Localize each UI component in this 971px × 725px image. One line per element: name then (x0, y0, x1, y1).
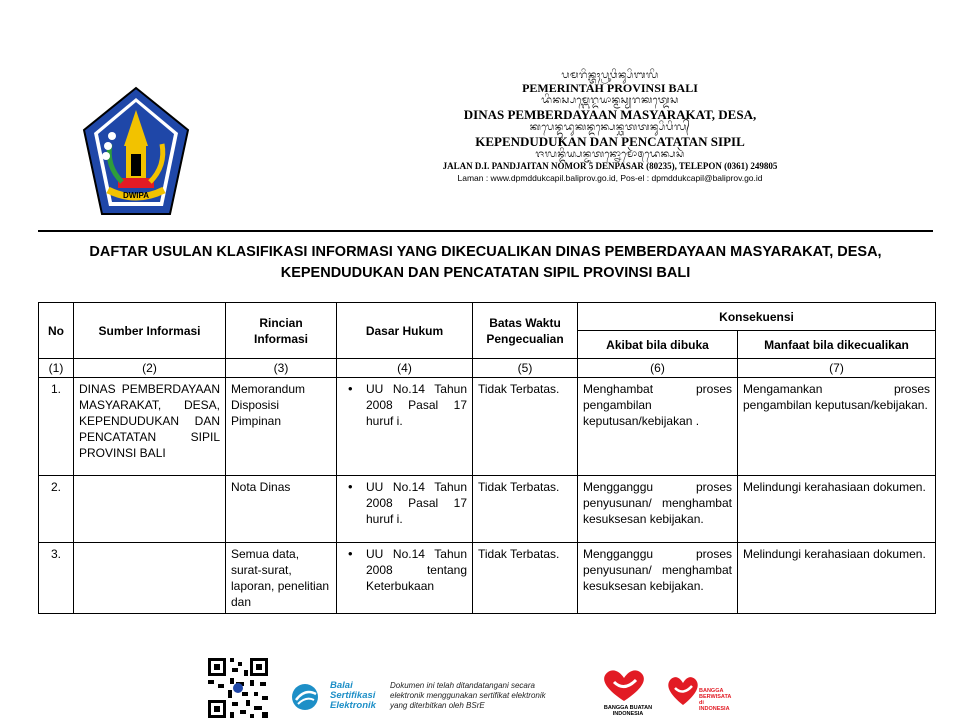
bbwi-label-line: BERWISATA (699, 694, 732, 700)
index-row (39, 359, 936, 378)
title-line-1: DAFTAR USULAN KLASIFIKASI INFORMASI YANG DIKECUALIKAN DINAS PEMBERDAYAAN MASYARAKAT, DESA, (89, 244, 882, 260)
classification-table (38, 302, 936, 614)
row-manfaat: Mengamankan proses pengambilan keputusan/kebijakan. (738, 378, 936, 476)
index-cell: (6) (578, 359, 738, 378)
header-sumber: Sumber Informasi (74, 303, 226, 359)
address: JALAN D.I. PANDJAITAN NOMOR 5 DENPASAR (80235), TELEPON (0361) 249805 (442, 161, 778, 171)
balinese-line-2: ᬤᬶᬦᬲ᭄ᬧᬫ᭄ᬩᬾᬭ᭄ᬤᬬᬵᬦ᭄ᬫᬲ᭄ᬬᬭᬓᬢ᭄ᬤᬾᬲ (541, 95, 679, 106)
index-cell: (7) (738, 359, 936, 378)
header-rincian: Rincian Informasi (226, 303, 337, 359)
bbwi-label-line: di INDONESIA (699, 700, 730, 712)
row-batas: Tidak Terbatas. (473, 543, 578, 614)
row-sumber: DINAS PEMBERDAYAAN MASYARAKAT, DESA, KEPENDUDUKAN DAN PENCATATAN SIPIL PROVINSI BALI (74, 378, 226, 476)
row-rincian: Memorandum Disposisi Pimpinan (226, 378, 337, 476)
bbi-label (598, 705, 658, 717)
row-akibat: Mengganggu proses penyusunan/ menghambat kesuksesan kebijakan. (578, 543, 738, 614)
bsre-name-line: Elektronik (330, 700, 376, 711)
row-no: 2. (39, 476, 74, 543)
row-no: 1. (39, 378, 74, 476)
title-line-2: KEPENDUDUKAN DAN PENCATATAN SIPIL PROVINSI BALI (280, 265, 691, 281)
bangga-berwisata-logo (665, 674, 735, 720)
table-row (39, 543, 936, 614)
note-line: elektronik menggunakan sertifikat elektronik (390, 691, 546, 700)
qr-code-icon (206, 656, 270, 720)
note-line: Dokumen ini telah ditandatangani secara (390, 681, 535, 690)
header-konsekuensi: Konsekuensi (578, 303, 936, 331)
heart-icon (598, 668, 650, 704)
row-akibat: Menghambat proses pengambilan keputusan/kebijakan . (578, 378, 738, 476)
balinese-line-4: ᬚᬮᬦ᭄ᬤᬶᬬ᭄ᬧᬦ᭄ᬚᬢᬦ᭄ᬦᭀᬫᭀᬃ᭕ᬤᬾᬦ᭄ᬧᬲᬃ (535, 149, 685, 160)
agency-name-1: DINAS PEMBERDAYAAN MASYARAKAT, DESA, (463, 107, 757, 122)
bsre-logo-icon (290, 682, 324, 712)
agency-name-2: KEPENDUDUKAN DAN PENCATATAN SIPIL (475, 134, 745, 149)
row-dasar-text: • UU No.14 Tahun 2008 Pasal 17 huruf i. (342, 479, 467, 527)
balinese-line-3: ᬓᬧᬾᬦ᭄ᬤᬸᬤᬸᬓᬦ᭄ᬤᬦ᭄ᬧᬾᬦ᭄ᬘᬢᬢᬦ᭄ᬲᬶᬧᬶᬮ᭄ (529, 122, 691, 133)
government-name: PEMERINTAH PROVINSI BALI (522, 81, 698, 95)
bbwi-label-line: BANGGA (699, 688, 724, 694)
row-batas: Tidak Terbatas. (473, 378, 578, 476)
row-dasar (337, 543, 473, 614)
bali-province-emblem-icon (82, 86, 190, 218)
row-rincian: Nota Dinas (226, 476, 337, 543)
bsre-name (330, 681, 376, 711)
bbi-label-line: INDONESIA (612, 711, 644, 717)
index-cell: (5) (473, 359, 578, 378)
row-rincian: Semua data, surat-surat, laporan, penelitian dan (226, 543, 337, 614)
header-dasar: Dasar Hukum (337, 303, 473, 359)
row-manfaat: Melindungi kerahasiaan dokumen. (738, 476, 936, 543)
row-sumber (74, 543, 226, 614)
header-no: No (39, 303, 74, 359)
document-title (38, 242, 933, 284)
table-row (39, 378, 936, 476)
note-line: yang diterbitkan oleh BSrE (390, 701, 485, 710)
row-dasar (337, 378, 473, 476)
row-sumber (74, 476, 226, 543)
bbwi-label (699, 688, 735, 712)
balinese-line-1: ᬧᬫᬭᬶᬦ᭄ᬢᬄᬧ᭄ᬭᬸᬯᬶᬦ᭄ᬲᬶᬩᬮᬶ (561, 70, 659, 81)
website-line: Laman : www.dpmddukcapil.baliprov.go.id, Pos-el : dpmddukcapil@baliprov.go.id (457, 173, 763, 183)
row-dasar-text: • UU No.14 Tahun 2008 tentang Keterbukaan (342, 546, 467, 594)
header-batas: Batas Waktu Pengecualian (473, 303, 578, 359)
bbi-label-line: BANGGA BUATAN (603, 705, 653, 711)
bsre-name-line: Sertifikasi (330, 690, 376, 701)
letterhead-divider (38, 230, 933, 232)
bsre-name-line: Balai (330, 680, 353, 691)
index-cell: (4) (337, 359, 473, 378)
row-dasar-text: • UU No.14 Tahun 2008 Pasal 17 huruf i. (342, 381, 467, 429)
header-manfaat: Manfaat bila dikecualikan (738, 331, 936, 359)
logo-text: DWIPA (122, 191, 150, 200)
row-no: 3. (39, 543, 74, 614)
row-akibat: Mengganggu proses penyusunan/ menghambat kesuksesan kebijakan. (578, 476, 738, 543)
header-row (39, 303, 936, 331)
index-cell: (1) (39, 359, 74, 378)
row-dasar (337, 476, 473, 543)
row-batas: Tidak Terbatas. (473, 476, 578, 543)
bangga-buatan-indonesia-logo (598, 668, 658, 720)
table-row (39, 476, 936, 543)
header-akibat: Akibat bila dibuka (578, 331, 738, 359)
letterhead (300, 70, 920, 185)
heart-icon (665, 674, 701, 708)
row-manfaat: Melindungi kerahasiaan dokumen. (738, 543, 936, 614)
index-cell: (3) (226, 359, 337, 378)
index-cell: (2) (74, 359, 226, 378)
electronic-signature-note (390, 681, 590, 711)
